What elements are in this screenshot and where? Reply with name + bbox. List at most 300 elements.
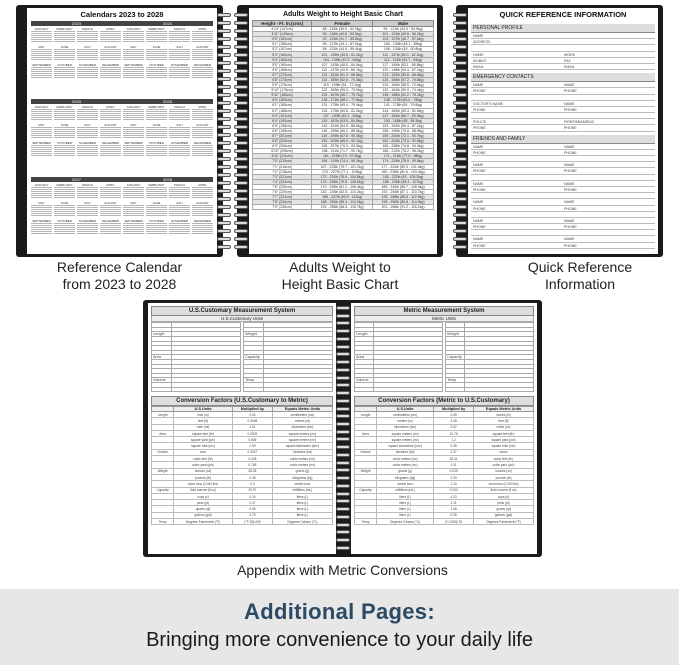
quickref-field: PHONE [473,169,486,174]
weight-cell: 182 - 243lb (82.6 - 110.2kg) [312,190,373,195]
quickref-field: PHONE [564,206,577,211]
spiral-ring [234,141,248,145]
year-label: 2028 [163,177,172,182]
calendar-month [192,201,213,218]
weight-cell: 5'6" (168cm) [253,67,312,72]
spiral-ring [217,141,231,145]
calendar-month [77,63,98,80]
calendar-month [146,27,167,44]
unit-definition [263,387,332,392]
calendar-month [31,63,52,80]
spiral-ring [336,329,350,333]
weight-cell: 152 - 203lb (68.9 - 92.1kg) [312,139,373,144]
calendar-month [31,123,52,140]
appendix-planner [143,300,542,557]
month-grid [31,27,213,80]
month-days [77,31,98,43]
quickref-field: PHONE [564,89,577,94]
conv-cell: 4.23 [434,493,474,499]
weight-cell: 141 - 176lb (64 - 79.8kg) [373,103,434,108]
weight-cell: 110 - 147lb (49.9 - 66.7kg) [312,67,373,72]
weight-row [253,174,434,179]
calendar-month [54,141,75,158]
quickref-field: HOME [473,52,484,57]
weight-cell: 146 - 195lb (66.2 - 88.5kg) [312,128,373,133]
month-days [77,127,98,139]
calendar-month [123,27,144,44]
month-days [77,49,98,61]
spiral-ring [336,383,350,387]
spiral-ring [453,93,467,97]
conv-cell: hectares (ha) [377,449,434,455]
spiral-ring [234,205,248,209]
spiral-ring [234,85,248,89]
quickref-field: PHONE [564,225,577,230]
month-name: JUNE [60,201,69,205]
weight-cell: 198 - 252lb (89.8 - 114.3kg) [373,200,434,205]
unit-category [355,387,374,392]
calendar-month [77,183,98,200]
calendar-year-pair [31,99,213,158]
month-name: JULY [83,123,92,127]
weight-row [253,164,434,169]
quickref-field: PHONE [473,187,486,192]
calendar-month [77,201,98,218]
spiral-ring [336,391,350,395]
spiral-ring [234,189,248,193]
month-name: JUNE [60,45,69,49]
month-days [100,109,121,121]
quickref-field [473,45,564,50]
weight-cell: 128 - 171lb (58.1 - 77.6kg) [312,98,373,103]
weight-cell: 117 - 145lb (53.1 - 65.8kg) [373,62,434,67]
weight-cell: 107 - 143lb (48.5 - 64.9kg) [312,62,373,67]
spiral-ring [234,77,248,81]
conv-cell: kilograms (kg) [377,474,434,480]
spiral-ring [453,189,467,193]
month-name: SEPTEMBER [32,219,51,223]
unit-definition [374,387,443,392]
calendar-month [169,123,190,140]
weight-column-header: Female [312,21,373,27]
conv-cell: cubic yard (yd³) [174,462,233,468]
quickref-field: FIRE/PARAMEDIC [564,120,595,125]
spiral-ring [453,109,467,113]
calendar-month [31,141,52,158]
spiral-ring [336,484,350,488]
month-days [192,145,213,157]
conv-cell: 3.79 [232,512,272,518]
conv-cell: square meters (m²) [377,437,434,443]
month-name: JULY [175,201,184,205]
conv-cell: 0.47 [232,500,272,506]
month-name: SEPTEMBER [124,141,143,145]
conv-cell: cubic meters (m³) [377,462,434,468]
year-label: 2026 [163,99,172,104]
weight-cell: 134 - 179lb (60.8 - 81.2kg) [312,108,373,113]
spiral-ring [234,93,248,97]
conv-cell: Area [152,430,174,436]
quickref-section-head: PERSONAL PROFILE [471,24,655,33]
month-days [146,205,167,217]
spiral-ring [336,538,350,542]
conv-column-header: Multiplied by [434,407,474,412]
month-days [100,145,121,157]
spiral-ring [234,61,248,65]
calendar-month [77,219,98,236]
conv-row [152,519,333,525]
weight-row [253,37,434,42]
weight-row [253,108,434,113]
month-days [146,223,167,235]
calendar-month [31,183,52,200]
quickref-field: NAME [473,34,484,38]
quickref-field: NAME [564,83,575,88]
spiral-ring [336,314,350,318]
calendar-month [169,105,190,122]
month-days [100,223,121,235]
weight-cell: 7'5" (226cm) [253,184,312,189]
spiral-ring [234,165,248,169]
conv-cell: square meters (m²) [377,430,434,436]
conv-cell: 0.39 [434,443,474,449]
weight-cell: 120 - 148lb (54.4 - 67.1kg) [373,67,434,72]
weight-row [253,169,434,174]
quickref-field: NAME [564,237,575,242]
quickref-field [564,175,655,180]
month-name: NOVEMBER [170,141,189,145]
conv-cell: miles (mi) [474,424,534,430]
spiral-ring [336,437,350,441]
spiral-ring [453,77,467,81]
quickref-field: NAME [473,181,484,186]
weight-row [253,42,434,47]
calendar-month [123,141,144,158]
spiral-ring [217,245,231,249]
conv-cell: inches (in) [474,412,534,418]
month-name: DECEMBER [101,63,119,67]
weight-cell: 101 - 124lb (45.8 - 56.2kg) [373,32,434,37]
conv-cell: 28.35 [232,468,272,474]
calendar-month [54,27,75,44]
spiral-ring [234,181,248,185]
spiral-ring [217,37,231,41]
month-name: MARCH [174,183,185,187]
unit-category: Volume [152,378,172,383]
quickref-field: PHONE [473,206,486,211]
weight-row [253,149,434,154]
calendar-month [31,105,52,122]
calendar-planner [16,5,223,257]
spiral-ring [336,430,350,434]
conv-cell: hectares (ha) [272,449,332,455]
month-name: MAY [38,201,45,205]
calendar-month [100,105,121,122]
month-name: APRIL [198,27,207,31]
spiral-ring [453,117,467,121]
calendar-caption-line2: from 2023 to 2028 [62,276,177,292]
month-days [54,49,75,61]
weight-cell: 123 - 152lb (55.8 - 68.9kg) [373,72,434,77]
conv-cell: milliliters (mL) [272,487,332,493]
month-days [100,205,121,217]
spiral-ring [217,13,231,17]
conv-right-table [354,406,534,525]
calendar-month [146,201,167,218]
spiral-ring [217,125,231,129]
conv-cell: 1.10 [434,481,474,487]
spiral-ring [217,205,231,209]
quickref-field: WORK [564,52,576,57]
weight-cell: 6'4" (193cm) [253,118,312,123]
month-days [31,205,52,217]
banner-subtitle: Bringing more convenience to your daily life [146,629,533,651]
month-days [146,109,167,121]
conv-cell: 2.54 [232,412,272,418]
conv-cell: quarts (qt) [474,506,534,512]
spiral-ring [234,197,248,201]
weight-row [253,144,434,149]
quickref-field: NAME [564,200,575,205]
year-header [31,99,213,104]
conv-cell: 1.31 [434,462,474,468]
month-name: AUGUST [104,123,117,127]
weight-cell: 186 - 236lb (84.4 - 107kg) [373,179,434,184]
weight-cell: 7'3" (221cm) [253,174,312,179]
quickref-field: PHONE [473,126,486,131]
weight-cell: 150 - 188lb (68 - 85.3kg) [373,118,434,123]
calendar-month [192,63,213,80]
month-days [192,187,213,199]
month-name: SEPTEMBER [32,141,51,145]
month-name: OCTOBER [57,141,72,145]
unit-category: Temp [446,378,465,383]
calendar-caption-line1: Reference Calendar [56,259,183,275]
conv-cell: feet (ft) [474,418,534,424]
month-days [146,49,167,61]
weight-row [253,159,434,164]
calendar-month [77,45,98,62]
weight-cell: 5'8" (173cm) [253,77,312,82]
conv-cell: square meters (m²) [272,430,332,436]
spiral-ring [336,453,350,457]
spiral-ring [336,399,350,403]
spiral-ring [453,165,467,169]
quickref-field: PHONE [473,107,486,112]
weight-cell: 5'5" (165cm) [253,62,312,67]
conv-cell: (°F-32)×5/9 [232,519,272,525]
quickref-field: NAME [473,163,484,168]
conv-column-header: U.S.Units [174,407,233,412]
unit-category [152,387,172,392]
calendar-month [192,123,213,140]
conv-cell: fluid ounces (fl oz) [174,487,233,493]
weight-cell: 126 - 156lb (57.2 - 70.8kg) [373,77,434,82]
spiral-ring [217,117,231,121]
quickref-field [473,193,564,198]
conv-cell: 2.47 [434,449,474,455]
weight-cell: 192 - 244lb (87.1 - 110.7kg) [373,190,434,195]
month-name: JANUARY [126,27,141,31]
conv-cell: square yard (yd²) [174,437,233,443]
month-name: DECEMBER [101,219,119,223]
month-name: APRIL [106,183,115,187]
month-name: NOVEMBER [170,219,189,223]
spiral-ring [336,376,350,380]
conv-cell: grams (g) [377,468,434,474]
quickref-field [564,230,655,235]
quickref-line [471,64,655,70]
spiral-ring [453,133,467,137]
weight-caption-line1: Adults Weight to [289,259,391,275]
calendar-month [169,219,190,236]
month-name: FEBRUARY [148,27,165,31]
month-name: MARCH [82,105,93,109]
weight-row [253,184,434,189]
calendar-month [54,183,75,200]
weight-row [253,200,434,205]
spiral-ring [234,173,248,177]
weight-cell: 5'11" (180cm) [253,93,312,98]
quickref-field: PHONE [564,169,577,174]
quickref-field [564,95,655,100]
spiral-ring [336,461,350,465]
spiral-ring [234,149,248,153]
month-name: JANUARY [34,27,49,31]
month-days [77,205,98,217]
conv-cell: inch (in) [174,412,233,418]
month-name: SEPTEMBER [124,63,143,67]
weight-cell: 153 - 192lb (69.4 - 87.1kg) [373,123,434,128]
unit-category: Length [152,332,172,337]
month-days [123,127,144,139]
calendar-month [169,63,190,80]
weight-chart-title: Adults Weight to Height Basic Chart [282,11,404,18]
conv-cell: liters (L) [272,512,332,518]
conv-column-header: Equals Metric Units [474,407,534,412]
calendar-title: Calendars 2023 to 2028 [80,10,164,19]
month-name: DECEMBER [101,141,119,145]
month-days [100,67,121,79]
quickref-field: FAX [564,58,571,63]
month-days [146,145,167,157]
weight-row [253,27,434,32]
weight-cell: 6'5" (196cm) [253,123,312,128]
month-days [77,109,98,121]
spiral-ring [453,21,467,25]
quickref-field: NAME [564,163,575,168]
month-days [31,109,52,121]
weight-row [253,190,434,195]
unit-category [244,387,264,392]
month-name: APRIL [106,27,115,31]
conv-cell: liters (L) [272,506,332,512]
weight-row [253,62,434,67]
month-name: JULY [83,201,92,205]
spiral-ring [453,125,467,129]
calendar-month [123,183,144,200]
appendix-right-page [351,303,537,554]
weight-cell: 106 - 130lb (48.1 - 59kg) [373,42,434,47]
calendar-month [77,27,98,44]
conv-cell: centimeters (cm) [272,412,332,418]
weight-cell: 171 - 216lb (77.6 - 98kg) [373,154,434,159]
month-name: NOVEMBER [78,141,97,145]
spiral-ring [336,499,350,503]
calendar-month [31,45,52,62]
month-name: NOVEMBER [78,219,97,223]
conv-cell: square yard (yd²) [474,437,534,443]
quickref-field [473,156,564,161]
weight-cell: 144 - 180lb (65.3 - 81.6kg) [373,108,434,113]
conv-cell: cubic feet (ft³) [474,456,534,462]
weight-cell: 132 - 164lb (59.9 - 74.4kg) [373,88,434,93]
weight-cell: 7'8" (234cm) [253,200,312,205]
conv-right-title: Conversion Factors (Metric to U.S.Customary) [354,396,534,406]
calendar-month [54,105,75,122]
quickref-field [564,193,655,198]
month-name: SEPTEMBER [124,219,143,223]
spiral-ring [234,29,248,33]
quickref-sections [471,24,655,249]
weight-cell: 129 - 160lb (58.5 - 72.6kg) [373,83,434,88]
month-days [54,187,75,199]
weight-cell: 113 - 151lb (51.3 - 68.5kg) [312,72,373,77]
spiral-ring [234,229,248,233]
calendar-month [123,219,144,236]
conv-cell: cubic feet (ft³) [174,456,233,462]
conv-cell: cubic meters (m³) [272,462,332,468]
weight-row [253,67,434,72]
bottom-banner [0,589,679,665]
spiral-ring [336,546,350,550]
quickref-field: MOBILE [473,58,487,63]
month-days [31,49,52,61]
quickref-field: POLICE [473,120,487,125]
banner-title: Additional Pages: [244,599,435,624]
weight-row [253,154,434,159]
month-name: JULY [175,45,184,49]
weight-cell: 147 - 184lb (66.7 - 83.5kg) [373,113,434,118]
month-days [192,67,213,79]
month-days [123,205,144,217]
month-days [169,145,190,157]
conv-cell: cubic yard (yd³) [474,462,534,468]
month-name: JANUARY [126,183,141,187]
month-days [123,109,144,121]
month-days [192,49,213,61]
weight-row [253,128,434,133]
calendar-month [77,141,98,158]
spiral-ring [234,69,248,73]
weight-cell: 149 - 199lb (67.6 - 90.3kg) [312,133,373,138]
quickref-field: NAME [473,237,484,242]
calendar-month [192,45,213,62]
conv-cell: short tons (2,000 lbs) [174,481,233,487]
calendar-month [146,45,167,62]
month-name: MAY [130,201,137,205]
spiral-ring [217,197,231,201]
weight-cell: 7'1" (216cm) [253,164,312,169]
spiral-ring [336,321,350,325]
month-days [100,127,121,139]
spiral-ring [453,221,467,225]
weight-cell: 5'0" (152cm) [253,37,312,42]
conv-cell: Length [355,412,377,418]
calendar-month [146,183,167,200]
weight-row [253,133,434,138]
weight-cell: 161 - 215lb (73 - 97.5kg) [312,154,373,159]
